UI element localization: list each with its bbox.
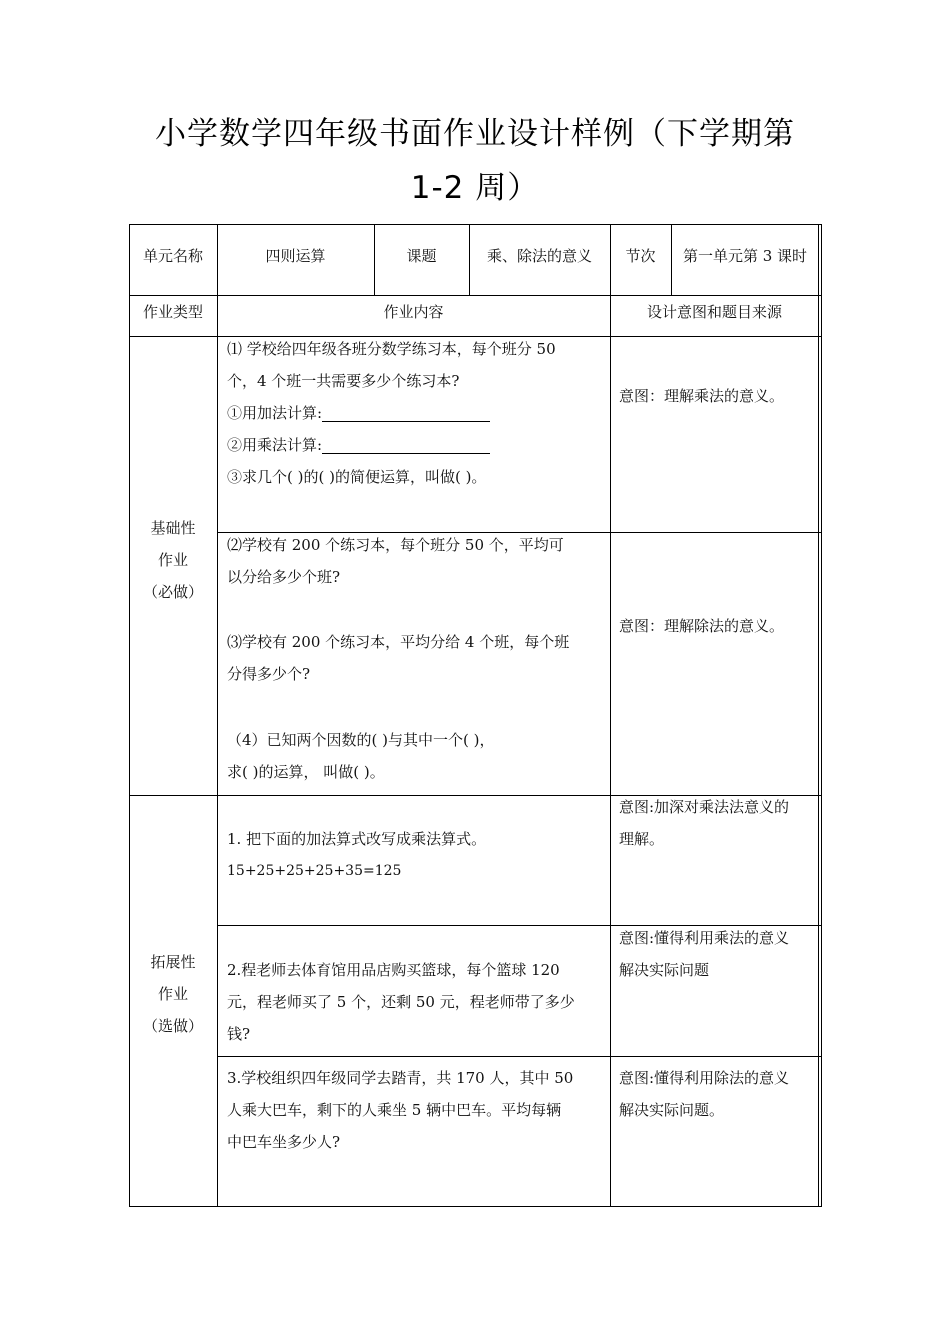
page-title-line2: 1-2 周） <box>410 170 540 206</box>
col-rule <box>217 224 218 1207</box>
extended-type: 拓展性 作业 （选做） <box>142 953 203 1035</box>
col-content: 作业内容 <box>383 303 444 321</box>
question-1: ⑴ 学校给四年级各班分数学练习本，每个班分 50 个，4 个班一共需要多少个练习本? ①用加法计算: ②用乘法计算: ③求几个( )的( )的简便运算，叫做( )。 <box>227 340 556 486</box>
question-3: ⑶学校有 200 个练习本，平均分给 4 个班，每个班 分得多少个? <box>227 633 570 683</box>
extended-question-3: 3.学校组织四年级同学去踏青，共 170 人，其中 50 人乘大巴车，剩下的人乘坐 5 辆中巴车。平均每辆 中巴车坐多少人? <box>227 1069 574 1151</box>
col-type: 作业类型 <box>142 303 203 321</box>
col-rule <box>610 224 611 1207</box>
q2-intent: 意图：理解除法的意义。 <box>619 617 785 635</box>
extended-question-1: 1. 把下面的加法算式改写成乘法算式。 15+25+25+25+35=125 <box>227 830 487 879</box>
session-label: 节次 <box>625 247 656 265</box>
extended-question-2: 2.程老师去体育馆用品店购买篮球，每个篮球 120 元，程老师买了 5 个，还剩 50 元，程老师带了多少 钱? <box>227 961 575 1043</box>
topic-label: 课题 <box>406 247 437 265</box>
session-value: 第一单元第 3 课时 <box>682 247 808 265</box>
unit-label: 单元名称 <box>142 247 203 265</box>
question-2: ⑵学校有 200 个练习本，每个班分 50 个，平均可 以分给多少个班? <box>227 536 564 586</box>
row-rule <box>217 1056 822 1057</box>
e2-intent: 意图:懂得利用乘法的意义 解决实际问题 <box>619 929 790 979</box>
answer-blank[interactable] <box>322 433 490 454</box>
q1-intent: 意图：理解乘法的意义。 <box>619 387 785 405</box>
page-title-line1: 小学数学四年级书面作业设计样例（下学期第 <box>155 116 795 152</box>
topic-value: 乘、除法的意义 <box>486 247 592 265</box>
answer-blank[interactable] <box>322 401 490 422</box>
basic-type: 基础性 作业 （必做） <box>142 519 203 601</box>
unit-value: 四则运算 <box>265 247 326 265</box>
col-intent: 设计意图和题目来源 <box>646 303 782 321</box>
e3-intent: 意图:懂得利用除法的意义 解决实际问题。 <box>619 1069 790 1119</box>
question-4: （4）已知两个因数的( )与其中一个( )， 求( )的运算， 叫做( )。 <box>227 731 495 781</box>
e1-intent: 意图:加深对乘法法意义的 理解。 <box>619 798 790 848</box>
